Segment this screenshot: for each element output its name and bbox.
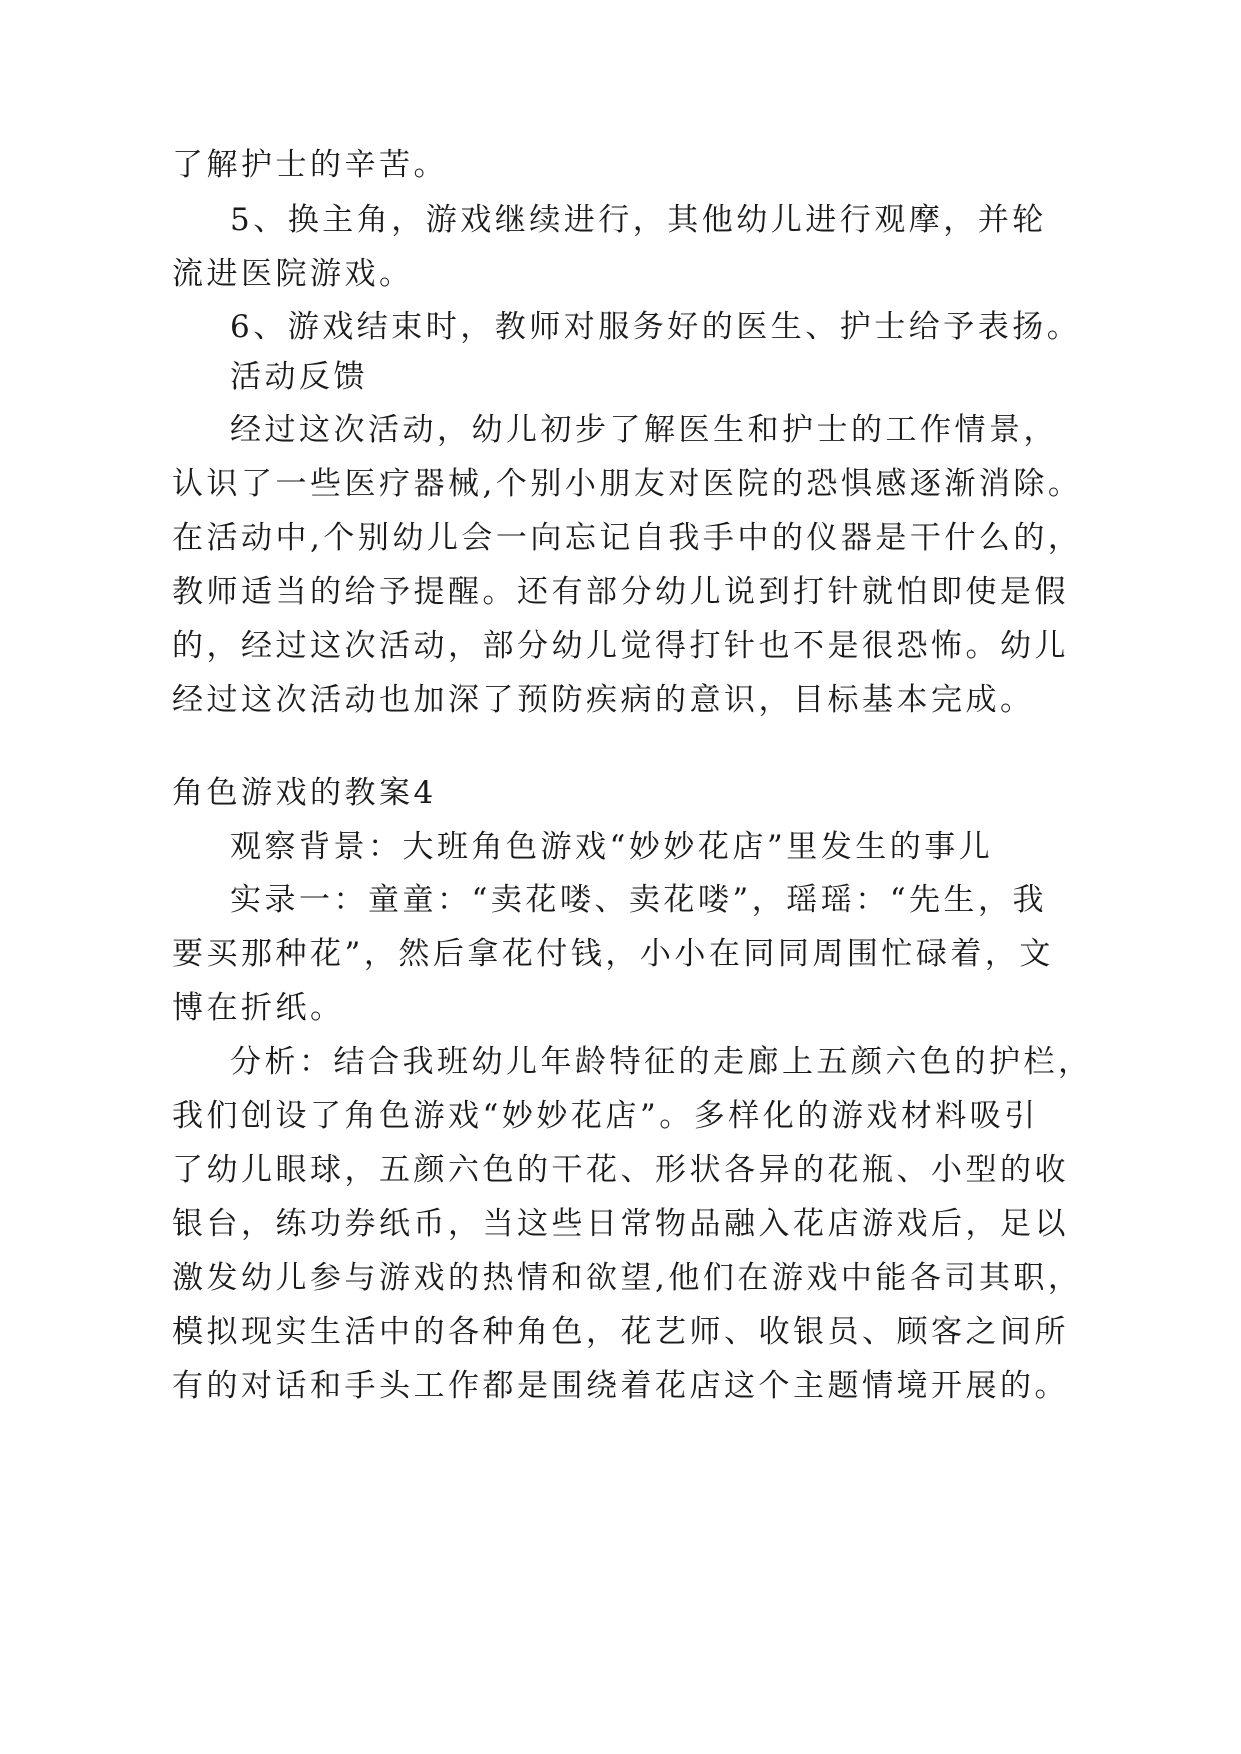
text-line: 经过这次活动也加深了预防疾病的意识，目标基本完成。	[172, 682, 1035, 718]
text-line: 6、游戏结束时，教师对服务好的医生、护士给予表扬。	[230, 309, 1082, 345]
text-line: 观察背景：大班角色游戏“妙妙花店”里发生的事儿	[230, 829, 994, 865]
text-line: 在活动中,个别幼儿会一向忘记自我手中的仪器是干什么的，	[172, 520, 1083, 556]
text-line: 认识了一些医疗器械,个别小朋友对医院的恐惧感逐渐消除。	[172, 466, 1083, 502]
text-line: 激发幼儿参与游戏的热情和欲望,他们在游戏中能各司其职，	[172, 1260, 1083, 1296]
text-line: 了幼儿眼球，五颜六色的干花、形状各异的花瓶、小型的收	[172, 1152, 1069, 1188]
section-title: 角色游戏的教案4	[172, 775, 437, 811]
text-line: 银台，练功券纸币，当这些日常物品融入花店游戏后，足以	[172, 1206, 1069, 1242]
text-line: 模拟现实生活中的各种角色，花艺师、收银员、顾客之间所	[172, 1314, 1069, 1350]
text-line: 博在折纸。	[172, 990, 345, 1026]
text-line: 要买那种花”，然后拿花付钱，小小在同同周围忙碌着，文	[172, 936, 1054, 972]
text-line: 经过这次活动，幼儿初步了解医生和护士的工作情景，	[230, 412, 1058, 448]
text-line: 分析：结合我班幼儿年龄特征的走廊上五颜六色的护栏，	[230, 1044, 1093, 1080]
text-line: 我们创设了角色游戏“妙妙花店”。多样化的游戏材料吸引	[172, 1098, 1039, 1134]
text-line: 流进医院游戏。	[172, 256, 414, 292]
text-line: 有的对话和手头工作都是围绕着花店这个主题情境开展的。	[172, 1368, 1069, 1404]
text-line: 的，经过这次活动，部分幼儿觉得打针也不是很恐怖。幼儿	[172, 628, 1069, 664]
text-line: 5、换主角，游戏继续进行，其他幼儿进行观摩，并轮	[230, 202, 1047, 238]
section-heading: 活动反馈	[230, 359, 368, 395]
text-line: 了解护士的辛苦。	[172, 147, 448, 183]
text-line: 教师适当的给予提醒。还有部分幼儿说到打针就怕即使是假	[172, 574, 1069, 610]
text-line: 实录一：童童：“卖花喽、卖花喽”，瑶瑶：“先生，我	[230, 882, 1048, 918]
